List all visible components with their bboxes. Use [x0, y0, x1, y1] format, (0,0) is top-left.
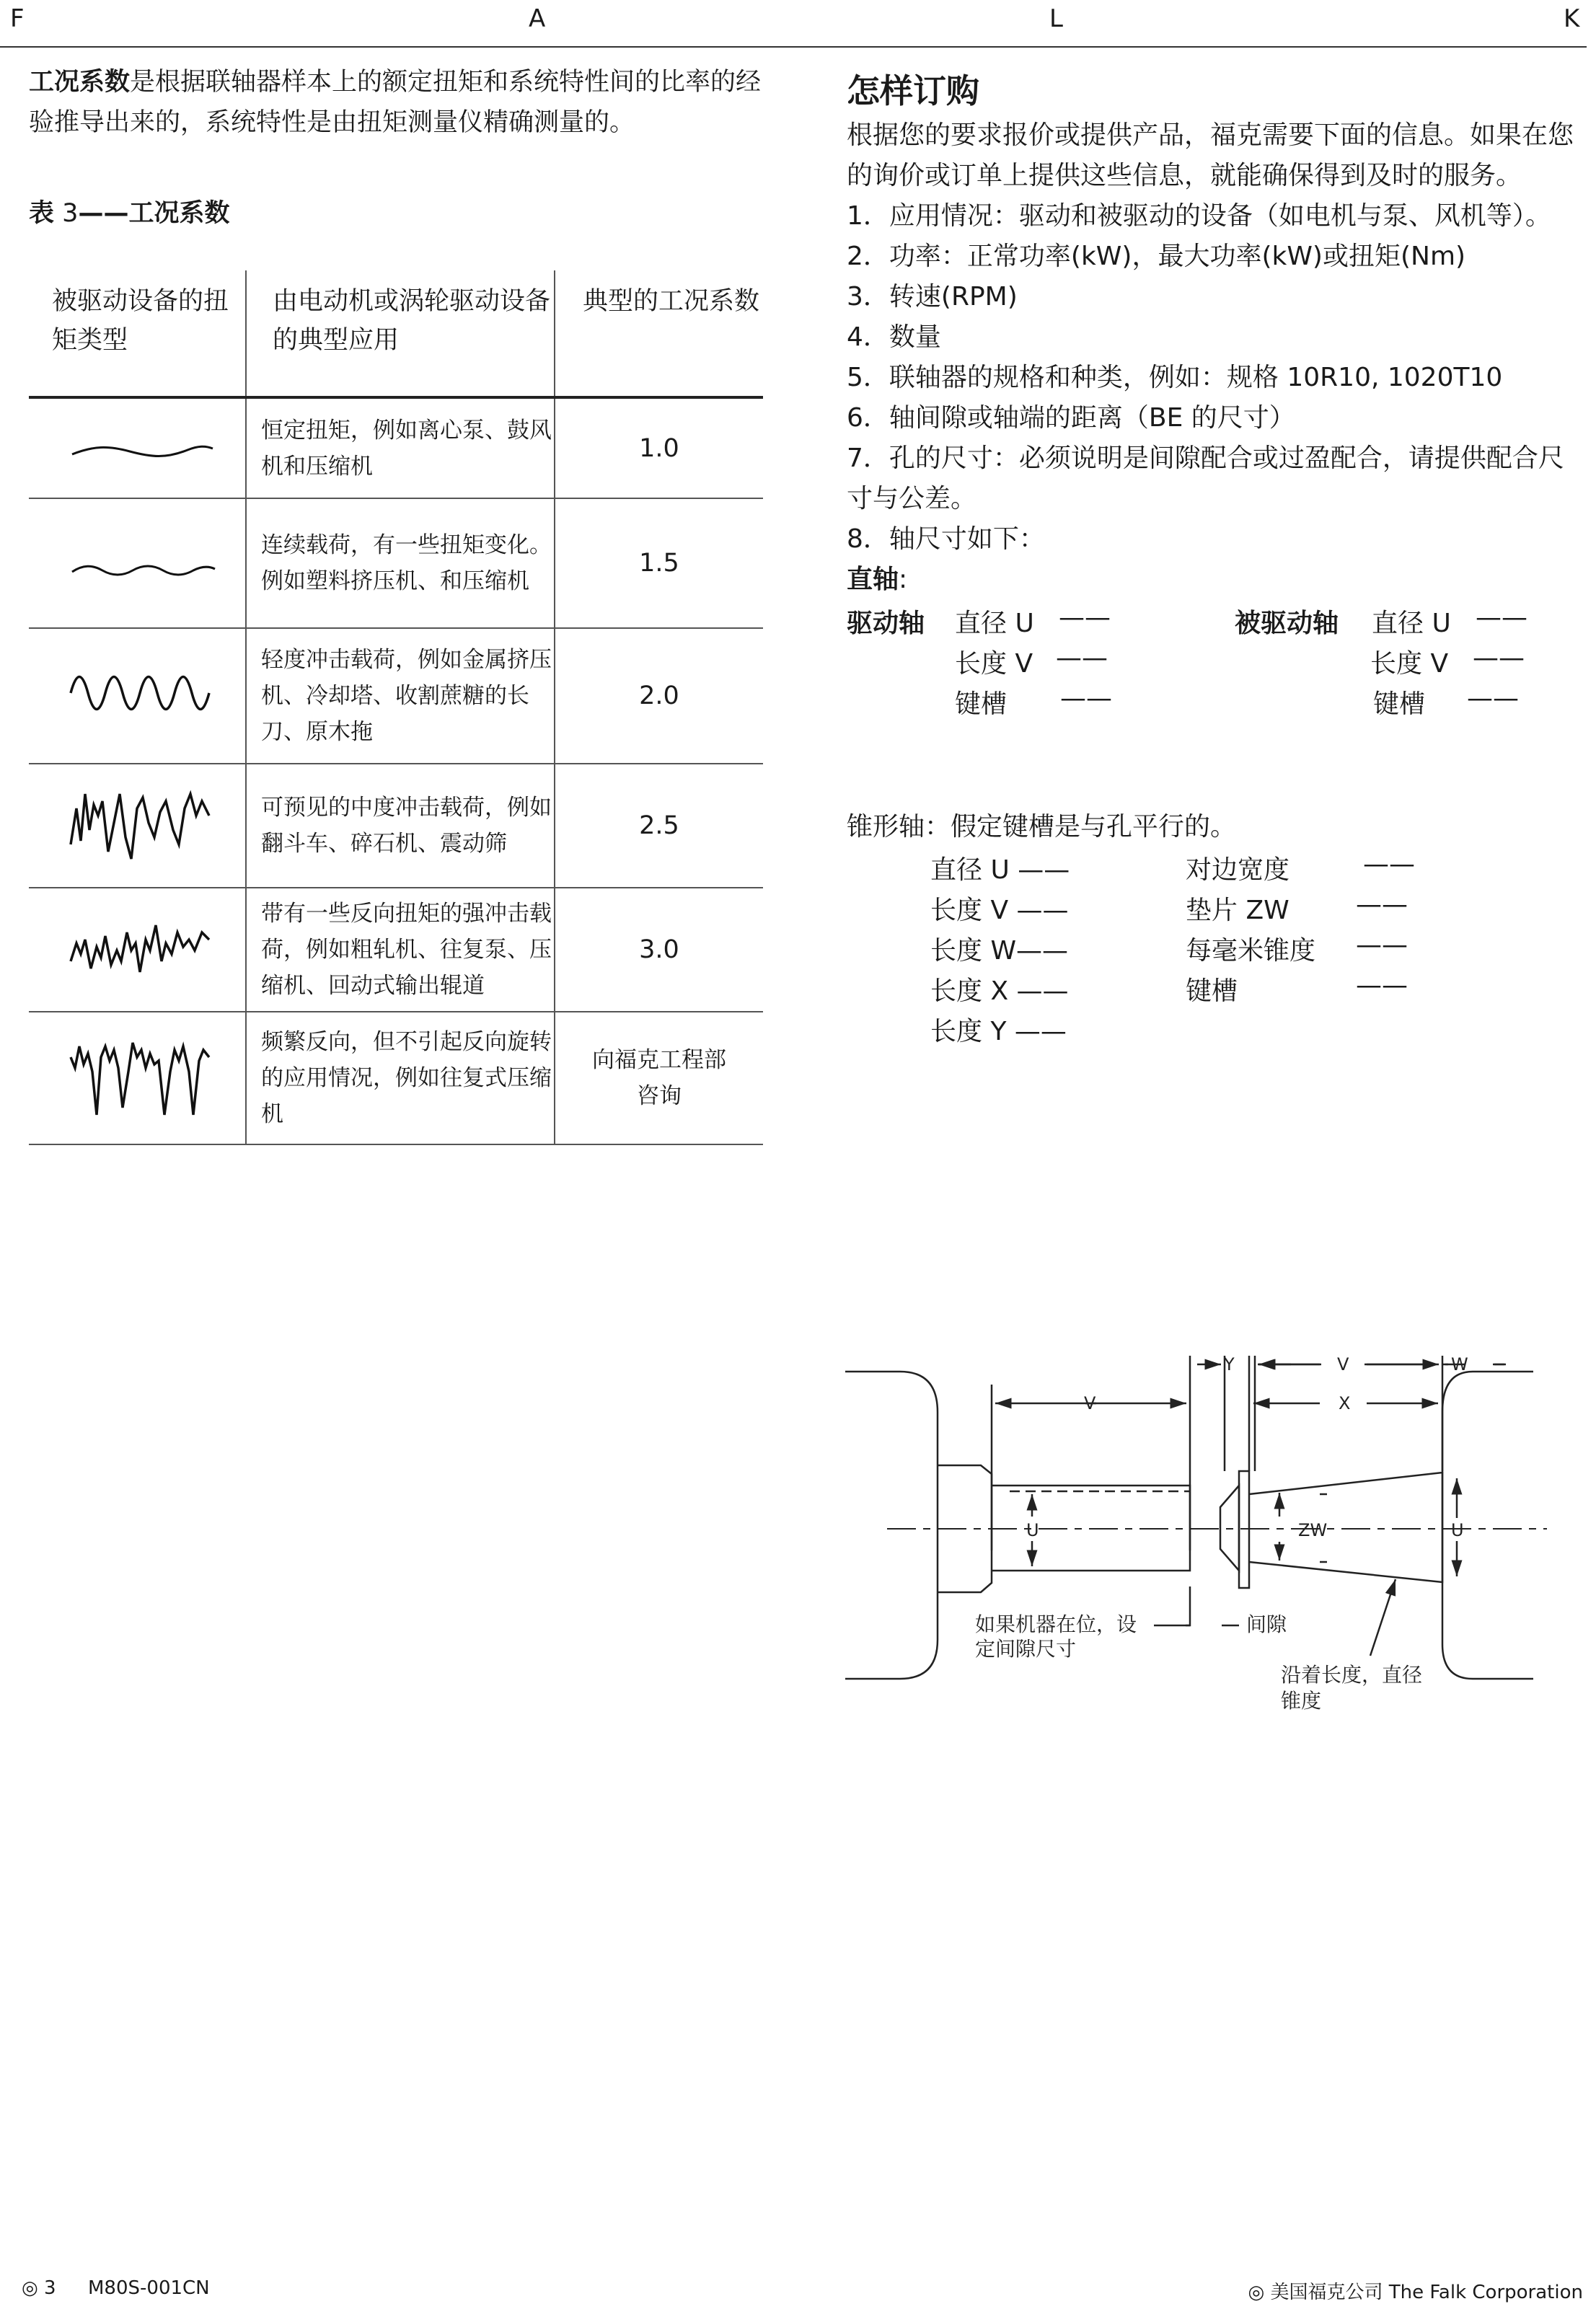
page-number: ◎ 3 — [22, 2277, 56, 2299]
driver-shaft-label: 驱动轴 — [847, 609, 925, 638]
order-item-5: 5．联轴器的规格和种类，例如：规格 10R10, 1020T10 — [847, 363, 1503, 392]
dim-zw: ZW — [1298, 1520, 1328, 1540]
driver-diameter: 直径 U — [955, 609, 1034, 638]
table-row — [29, 628, 763, 764]
order-item-6: 6．轴间隙或轴端的距离（BE 的尺寸） — [847, 403, 1295, 433]
factor-cell: 3.0 — [555, 888, 763, 1012]
application-cell: 恒定扭矩，例如离心泵、鼓风机和压缩机 — [246, 397, 555, 498]
order-item-7: 7．孔的尺寸：必须说明是间隙配合或过盈配合，请提供配合尺寸与公差。 — [847, 443, 1564, 513]
driver-length: 长度 V — [955, 649, 1033, 679]
medium-wave-icon — [29, 628, 246, 764]
order-item-1: 1．应用情况：驱动和被驱动的设备（如电机与泵、风机等）。 — [847, 201, 1551, 231]
taper-length-x: 长度 X —— — [930, 976, 1069, 1006]
driver-keyway-blank: —— — [1060, 684, 1112, 713]
order-intro: 根据您的要求报价或提供产品，福克需要下面的信息。如果在您的询价或订单上提供这些信息，就能确保得到及时的服务。 — [847, 120, 1574, 190]
taper-washer-zw-blank: —— — [1356, 890, 1408, 919]
taper-length-w: 长度 W—— — [930, 936, 1069, 966]
intro-text: 是根据联轴器样本上的额定扭矩和系统特性间的比率的经验推导出来的，系统特性是由扭矩测量仪精确测量的。 — [29, 68, 762, 137]
application-cell: 可预见的中度冲击载荷，例如翻斗车、碎石机、震动筛 — [246, 764, 555, 888]
taper-per-mm-blank: —— — [1356, 930, 1408, 960]
application-cell: 轻度冲击载荷，例如金属挤压机、冷却塔、收割蔗糖的长刀、原木拖 — [246, 628, 555, 764]
smooth-wave-icon — [29, 397, 246, 498]
note-taper-line2: 锥度 — [1281, 1689, 1322, 1713]
taper-shaft-heading: 锥形轴：假定键槽是与孔平行的。 — [847, 812, 1237, 842]
driver-length-blank: —— — [1056, 643, 1108, 673]
table-row — [29, 764, 763, 888]
taper-length-v: 长度 V —— — [930, 896, 1069, 925]
dim-u-left: U — [1026, 1520, 1039, 1540]
driven-diameter-blank: —— — [1476, 603, 1527, 632]
note-gap: 间隙 — [1246, 1612, 1287, 1636]
driven-shaft-label: 被驱动轴 — [1235, 609, 1339, 638]
order-item-2: 2．功率：正常功率(kW)，最大功率(kW)或扭矩(Nm) — [847, 242, 1466, 271]
driven-length: 长度 V — [1370, 649, 1449, 679]
driver-diameter-blank: —— — [1059, 603, 1111, 632]
left-machine-outline — [845, 1372, 938, 1679]
note-machine-line1: 如果机器在位，设 — [975, 1612, 1137, 1636]
driver-keyway: 键槽 — [955, 689, 1008, 719]
header-letter-a: A — [529, 4, 546, 33]
factor-cell: 向福克工程部咨询 — [555, 1012, 763, 1144]
order-item-3: 3．转速(RPM) — [847, 282, 1018, 312]
taper-shaft — [1249, 1473, 1442, 1582]
taper-keyway: 键槽 — [1186, 976, 1238, 1006]
header-application: 由电动机或涡轮驱动设备的典型应用 — [246, 270, 555, 397]
header-letter-f: F — [10, 4, 25, 33]
table-row — [29, 888, 763, 1012]
factor-cell: 1.0 — [555, 397, 763, 498]
header-letter-l: L — [1049, 4, 1063, 33]
application-cell: 带有一些反向扭矩的强冲击载荷，例如粗轧机、往复泵、压缩机、回动式输出辊道 — [246, 888, 555, 1012]
table-row — [29, 498, 763, 628]
reversing-wave-icon — [29, 1012, 246, 1144]
table-header-row — [29, 270, 763, 397]
header-rule — [0, 46, 1587, 48]
order-item-4: 4．数量 — [847, 322, 941, 352]
taper-keyway-blank: —— — [1356, 971, 1408, 1000]
intro-term: 工况系数 — [29, 68, 131, 97]
irregular-wave-icon — [29, 764, 246, 888]
application-cell: 频繁反向，但不引起反向旋转的应用情况，例如往复式压缩机 — [246, 1012, 555, 1144]
dim-v-right: V — [1337, 1354, 1349, 1374]
header-service-factor: 典型的工况系数 — [555, 270, 763, 397]
driven-length-blank: —— — [1473, 643, 1525, 673]
table-row — [29, 1012, 763, 1144]
taper-per-mm: 每毫米锥度 — [1186, 936, 1316, 966]
service-factor-table — [29, 270, 763, 1145]
dim-u-right: U — [1451, 1520, 1464, 1540]
taper-washer-zw: 垫片 ZW — [1186, 896, 1289, 925]
intro-paragraph — [29, 62, 772, 143]
document-code: M80S-001CN — [88, 2277, 210, 2299]
order-item-8: 8．轴尺寸如下： — [847, 524, 1045, 554]
taper-length-y: 长度 Y —— — [930, 1017, 1067, 1046]
note-machine-line2: 定间隙尺寸 — [975, 1637, 1077, 1661]
factor-cell: 1.5 — [555, 498, 763, 628]
small-wave-icon — [29, 498, 246, 628]
driven-diameter: 直径 U — [1372, 609, 1451, 638]
dim-v-left: V — [1084, 1393, 1096, 1413]
shaft-dimension-diagram — [837, 1334, 1558, 1738]
dim-w: W — [1451, 1354, 1468, 1374]
header-letter-k: K — [1564, 4, 1580, 33]
table-row — [29, 397, 763, 498]
copyright: ◎ 美国福克公司 The Falk Corporation — [1248, 2282, 1583, 2303]
dim-y: Y — [1224, 1354, 1235, 1374]
header-torque-type: 被驱动设备的扭矩类型 — [52, 287, 229, 355]
application-cell: 连续载荷，有一些扭矩变化。例如塑料挤压机、和压缩机 — [246, 498, 555, 628]
table-title: 表 3——工况系数 — [29, 199, 230, 228]
dim-x: X — [1339, 1393, 1351, 1413]
jagged-wave-icon — [29, 888, 246, 1012]
driven-keyway: 键槽 — [1373, 689, 1426, 719]
order-title: 怎样订购 — [847, 71, 979, 110]
driven-keyway-blank: —— — [1467, 684, 1519, 713]
taper-diameter-u: 直径 U —— — [930, 855, 1070, 885]
taper-across-flats: 对边宽度 — [1186, 855, 1290, 885]
straight-shaft-heading: 直轴: — [847, 565, 908, 594]
factor-cell: 2.0 — [555, 628, 763, 764]
note-taper-line1: 沿着长度，直径 — [1281, 1663, 1423, 1687]
factor-cell: 2.5 — [555, 764, 763, 888]
taper-across-flats-blank: —— — [1363, 849, 1415, 879]
